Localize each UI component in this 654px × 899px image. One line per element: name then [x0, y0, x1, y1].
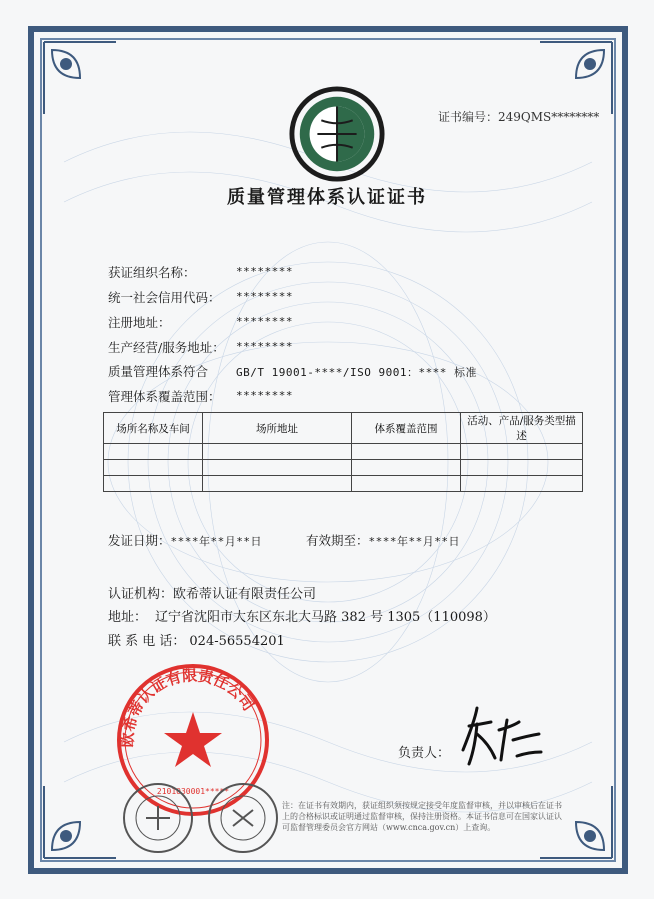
field-label-credit-code: 统一社会信用代码：	[108, 290, 221, 305]
corner-ornament-bottom-left	[40, 782, 120, 862]
table-cell	[203, 444, 352, 460]
table-row	[104, 444, 583, 460]
issue-date-value: ****年**月**日	[170, 535, 262, 548]
certification-logo	[288, 85, 386, 183]
field-label-scope: 管理体系覆盖范围：	[108, 389, 221, 404]
body-address-value: 辽宁省沈阳市大东区东北大马路 382 号 1305（110098）	[155, 610, 496, 625]
field-value-business-address: ********	[236, 340, 293, 353]
scope-table-header: 场所名称及车间	[104, 413, 203, 444]
accreditation-mark-left	[120, 780, 196, 856]
certificate-title: 质量管理体系认证证书	[227, 187, 427, 208]
field-value-registered-address: ********	[236, 315, 293, 328]
footer-note: 注：在证书有效期内，获证组织须按规定接受年度监督审核，并以审核后在证书上的合格标识或证明通过监督审核，保持注册资格。本证书信息可在国家认证认可监督管理委员会官方网站（www.cnca.gov.cn）上查询。	[282, 801, 562, 832]
field-label-org-name: 获证组织名称：	[108, 265, 196, 280]
svg-text:欧希蒂认证有限责任公司: 欧希蒂认证有限责任公司	[118, 666, 258, 748]
corner-ornament-top-right	[536, 38, 616, 118]
scope-table-header-row	[104, 413, 583, 444]
scope-table	[103, 412, 583, 492]
corner-ornament-top-left	[40, 38, 120, 118]
body-address	[108, 606, 496, 625]
table-cell	[461, 476, 583, 492]
valid-until-label: 有效期至：	[306, 533, 369, 548]
body-phone-value: 024-56554201	[189, 634, 285, 649]
body-phone-label: 联 系 电 话：	[108, 634, 186, 649]
valid-until-value: ****年**月**日	[368, 535, 460, 548]
certification-body-label: 认证机构：	[108, 587, 174, 602]
certificate-number-label: 证书编号：	[438, 110, 499, 124]
field-value-scope: ********	[236, 389, 293, 402]
field-value-standard: GB/T 19001-****/ISO 9001：**** 标准	[236, 366, 478, 379]
scope-table-header: 体系覆盖范围	[352, 413, 461, 444]
scope-table-header: 场所地址	[203, 413, 352, 444]
table-cell	[104, 444, 203, 460]
signature	[455, 700, 545, 770]
responsible-person-label: 负责人：	[398, 746, 451, 761]
field-label-business-address: 生产经营/服务地址：	[108, 340, 225, 355]
scope-table-header: 活动、产品/服务类型描述	[461, 413, 583, 444]
table-cell	[352, 444, 461, 460]
svg-text:2101030001*****: 2101030001*****	[156, 787, 230, 796]
valid-until	[306, 531, 460, 549]
certificate-number-value: 249QMS********	[498, 110, 600, 124]
table-cell	[352, 460, 461, 476]
certificate-number	[438, 108, 599, 125]
table-cell	[104, 460, 203, 476]
accreditation-mark-right	[205, 780, 281, 856]
field-label-registered-address: 注册地址：	[108, 315, 171, 330]
field-value-org-name: ********	[236, 265, 293, 278]
body-address-label: 地址：	[108, 610, 148, 625]
issue-date-label: 发证日期：	[108, 533, 171, 548]
table-cell	[461, 460, 583, 476]
table-row	[104, 460, 583, 476]
field-label-standard: 质量管理体系符合	[108, 364, 209, 379]
table-cell	[352, 476, 461, 492]
table-cell	[203, 460, 352, 476]
body-phone	[108, 630, 285, 649]
certification-body-value: 欧希蒂认证有限责任公司	[173, 587, 317, 602]
table-cell	[461, 444, 583, 460]
issue-date	[108, 531, 262, 549]
table-cell	[104, 476, 203, 492]
field-value-credit-code: ********	[236, 290, 293, 303]
certification-body	[108, 583, 316, 602]
table-cell	[203, 476, 352, 492]
table-row	[104, 476, 583, 492]
